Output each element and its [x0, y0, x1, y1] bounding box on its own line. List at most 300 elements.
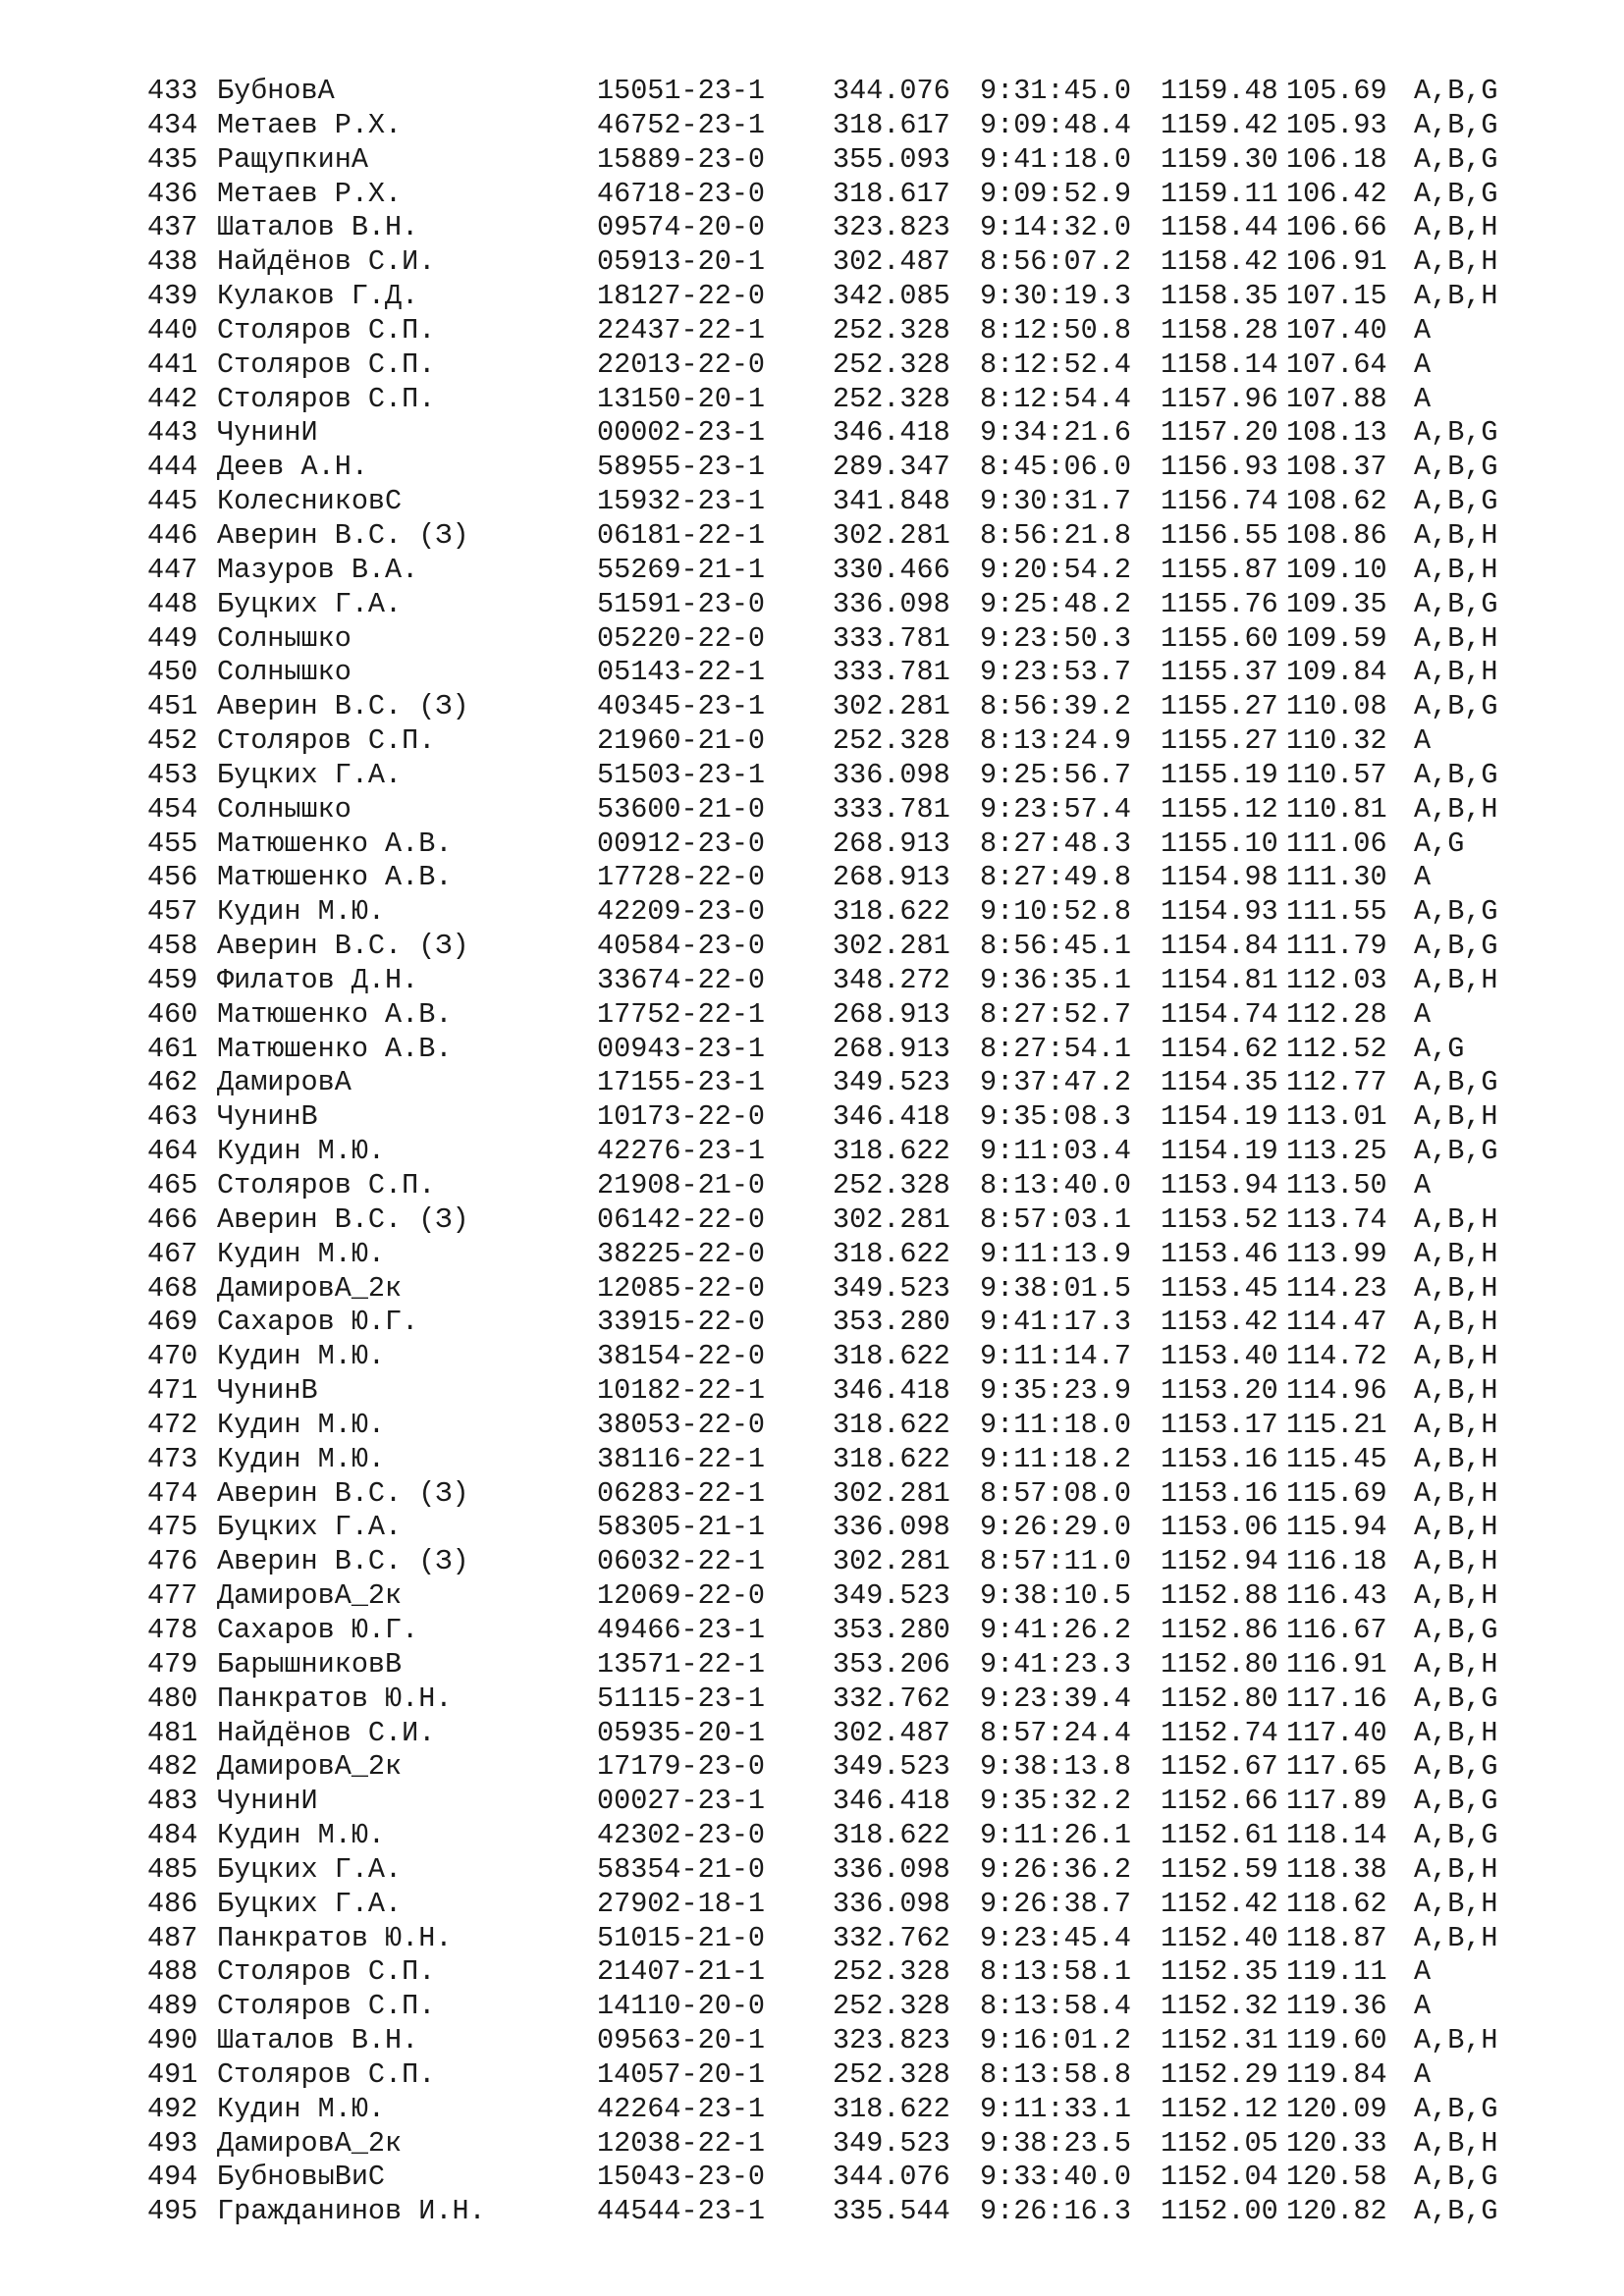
place-cell: 466 [147, 1202, 198, 1236]
table-row [147, 1477, 1561, 1512]
speed-cell: 1153.52 [1161, 1202, 1278, 1236]
owner-name-cell: ДамировА_2к [217, 1579, 403, 1613]
place-cell: 440 [147, 313, 198, 347]
owner-name-cell: РащупкинА [217, 142, 368, 176]
arrival-time-cell: 9:23:39.4 [980, 1682, 1131, 1715]
owner-name-cell: Гражданинов И.Н. [217, 2195, 486, 2228]
table-row [147, 1682, 1561, 1717]
class-cell: A,B,H [1414, 963, 1498, 996]
distance-cell: 252.328 [833, 1990, 950, 2023]
owner-name-cell: Метаев Р.Х. [217, 177, 403, 210]
table-row [147, 2058, 1561, 2093]
distance-cell: 318.622 [833, 1340, 950, 1373]
ring-number-cell: 46718-23-0 [597, 177, 766, 210]
arrival-time-cell: 8:56:21.8 [980, 518, 1131, 552]
speed-cell: 1152.59 [1161, 1852, 1278, 1886]
owner-name-cell: Солнышко [217, 621, 352, 655]
place-cell: 436 [147, 177, 198, 210]
arrival-time-cell: 8:13:24.9 [980, 724, 1131, 758]
owner-name-cell: Аверин В.С. (З) [217, 1476, 469, 1510]
class-cell: A,B,H [1414, 792, 1498, 826]
distance-cell: 323.823 [833, 211, 950, 244]
distance-cell: 302.487 [833, 1716, 950, 1749]
place-cell: 491 [147, 2057, 198, 2091]
ring-number-cell: 13571-22-1 [597, 1647, 766, 1681]
speed-cell: 1153.45 [1161, 1271, 1278, 1305]
coefficient-cell: 117.65 [1286, 1750, 1387, 1784]
distance-cell: 344.076 [833, 2161, 950, 2194]
place-cell: 493 [147, 2126, 198, 2160]
ring-number-cell: 38116-22-1 [597, 1442, 766, 1475]
coefficient-cell: 120.33 [1286, 2126, 1387, 2160]
class-cell: A,B,H [1414, 1476, 1498, 1510]
table-row [147, 519, 1561, 554]
speed-cell: 1152.12 [1161, 2092, 1278, 2125]
coefficient-cell: 110.08 [1286, 690, 1387, 723]
coefficient-cell: 108.37 [1286, 451, 1387, 484]
table-row [147, 2161, 1561, 2195]
distance-cell: 302.281 [833, 1476, 950, 1510]
speed-cell: 1158.14 [1161, 347, 1278, 381]
place-cell: 485 [147, 1852, 198, 1886]
speed-cell: 1157.96 [1161, 382, 1278, 415]
table-row [147, 1135, 1561, 1169]
coefficient-cell: 105.69 [1286, 75, 1387, 107]
place-cell: 483 [147, 1785, 198, 1818]
ring-number-cell: 42264-23-1 [597, 2092, 766, 2125]
arrival-time-cell: 9:41:23.3 [980, 1647, 1131, 1681]
coefficient-cell: 109.35 [1286, 587, 1387, 620]
arrival-time-cell: 8:12:54.4 [980, 382, 1131, 415]
ring-number-cell: 05220-22-0 [597, 621, 766, 655]
speed-cell: 1152.35 [1161, 1955, 1278, 1989]
owner-name-cell: Столяров С.П. [217, 2057, 436, 2091]
coefficient-cell: 120.09 [1286, 2092, 1387, 2125]
ring-number-cell: 05143-22-1 [597, 656, 766, 689]
arrival-time-cell: 8:27:54.1 [980, 1032, 1131, 1065]
distance-cell: 252.328 [833, 2057, 950, 2091]
place-cell: 455 [147, 827, 198, 860]
distance-cell: 252.328 [833, 724, 950, 758]
speed-cell: 1154.84 [1161, 930, 1278, 963]
distance-cell: 318.622 [833, 1135, 950, 1168]
speed-cell: 1154.19 [1161, 1100, 1278, 1134]
class-cell: A,B,H [1414, 1852, 1498, 1886]
class-cell: A,B,H [1414, 1271, 1498, 1305]
speed-cell: 1158.35 [1161, 280, 1278, 313]
owner-name-cell: БубновА [217, 75, 335, 107]
speed-cell: 1152.86 [1161, 1613, 1278, 1646]
speed-cell: 1154.81 [1161, 963, 1278, 996]
ring-number-cell: 53600-21-0 [597, 792, 766, 826]
table-row [147, 1340, 1561, 1374]
class-cell: A,B,H [1414, 656, 1498, 689]
coefficient-cell: 111.06 [1286, 827, 1387, 860]
arrival-time-cell: 9:37:47.2 [980, 1066, 1131, 1099]
owner-name-cell: ДамировА_2к [217, 2126, 403, 2160]
ring-number-cell: 10182-22-1 [597, 1374, 766, 1408]
place-cell: 486 [147, 1887, 198, 1920]
distance-cell: 344.076 [833, 75, 950, 107]
class-cell: A,B,G [1414, 485, 1498, 518]
table-row [147, 1955, 1561, 1990]
class-cell: A,B,G [1414, 1750, 1498, 1784]
coefficient-cell: 115.21 [1286, 1408, 1387, 1441]
speed-cell: 1153.16 [1161, 1476, 1278, 1510]
place-cell: 439 [147, 280, 198, 313]
owner-name-cell: Панкратов Ю.Н. [217, 1682, 453, 1715]
speed-cell: 1159.48 [1161, 75, 1278, 107]
class-cell: A,B,G [1414, 930, 1498, 963]
distance-cell: 349.523 [833, 1271, 950, 1305]
place-cell: 442 [147, 382, 198, 415]
table-row [147, 656, 1561, 690]
distance-cell: 268.913 [833, 997, 950, 1031]
place-cell: 454 [147, 792, 198, 826]
coefficient-cell: 107.15 [1286, 280, 1387, 313]
ring-number-cell: 44544-23-1 [597, 2195, 766, 2228]
owner-name-cell: Сахаров Ю.Г. [217, 1613, 419, 1646]
arrival-time-cell: 9:41:26.2 [980, 1613, 1131, 1646]
speed-cell: 1159.30 [1161, 142, 1278, 176]
place-cell: 473 [147, 1442, 198, 1475]
coefficient-cell: 106.66 [1286, 211, 1387, 244]
ring-number-cell: 58354-21-0 [597, 1852, 766, 1886]
coefficient-cell: 117.40 [1286, 1716, 1387, 1749]
class-cell: A,B,H [1414, 1545, 1498, 1578]
table-row [147, 759, 1561, 793]
owner-name-cell: Столяров С.П. [217, 313, 436, 347]
speed-cell: 1152.80 [1161, 1682, 1278, 1715]
class-cell: A,B,H [1414, 1647, 1498, 1681]
arrival-time-cell: 8:12:52.4 [980, 347, 1131, 381]
place-cell: 463 [147, 1100, 198, 1134]
place-cell: 469 [147, 1306, 198, 1339]
ring-number-cell: 06181-22-1 [597, 518, 766, 552]
owner-name-cell: Столяров С.П. [217, 347, 436, 381]
table-row [147, 1409, 1561, 1443]
table-row [147, 1888, 1561, 1922]
speed-cell: 1153.20 [1161, 1374, 1278, 1408]
ring-number-cell: 17155-23-1 [597, 1066, 766, 1099]
ring-number-cell: 49466-23-1 [597, 1613, 766, 1646]
distance-cell: 318.622 [833, 1442, 950, 1475]
place-cell: 489 [147, 1990, 198, 2023]
class-cell: A,B,H [1414, 553, 1498, 586]
class-cell: A,B,G [1414, 142, 1498, 176]
arrival-time-cell: 9:41:18.0 [980, 142, 1131, 176]
place-cell: 458 [147, 930, 198, 963]
place-cell: 456 [147, 861, 198, 894]
arrival-time-cell: 9:11:13.9 [980, 1237, 1131, 1270]
owner-name-cell: ДамировА [217, 1066, 352, 1099]
class-cell: A,B,G [1414, 1785, 1498, 1818]
owner-name-cell: Матюшенко А.В. [217, 1032, 453, 1065]
speed-cell: 1152.05 [1161, 2126, 1278, 2160]
speed-cell: 1153.46 [1161, 1237, 1278, 1270]
class-cell: A,B,H [1414, 2024, 1498, 2057]
arrival-time-cell: 9:34:21.6 [980, 416, 1131, 450]
owner-name-cell: Столяров С.П. [217, 1169, 436, 1201]
class-cell: A,B,G [1414, 108, 1498, 141]
distance-cell: 355.093 [833, 142, 950, 176]
table-row [147, 211, 1561, 245]
ring-number-cell: 17728-22-0 [597, 861, 766, 894]
distance-cell: 302.281 [833, 1202, 950, 1236]
class-cell: A,B,G [1414, 451, 1498, 484]
arrival-time-cell: 9:11:26.1 [980, 1819, 1131, 1852]
speed-cell: 1152.00 [1161, 2195, 1278, 2228]
distance-cell: 332.762 [833, 1921, 950, 1954]
table-row [147, 2093, 1561, 2127]
place-cell: 443 [147, 416, 198, 450]
arrival-time-cell: 9:11:18.0 [980, 1408, 1131, 1441]
table-row [147, 1443, 1561, 1477]
ring-number-cell: 42209-23-0 [597, 895, 766, 929]
ring-number-cell: 17752-22-1 [597, 997, 766, 1031]
distance-cell: 252.328 [833, 313, 950, 347]
distance-cell: 302.281 [833, 690, 950, 723]
distance-cell: 252.328 [833, 1955, 950, 1989]
speed-cell: 1158.42 [1161, 245, 1278, 279]
ring-number-cell: 38225-22-0 [597, 1237, 766, 1270]
speed-cell: 1152.42 [1161, 1887, 1278, 1920]
class-cell: A,B,H [1414, 1921, 1498, 1954]
coefficient-cell: 111.79 [1286, 930, 1387, 963]
distance-cell: 323.823 [833, 2024, 950, 2057]
ring-number-cell: 06283-22-1 [597, 1476, 766, 1510]
arrival-time-cell: 9:10:52.8 [980, 895, 1131, 929]
table-row [147, 793, 1561, 828]
ring-number-cell: 38154-22-0 [597, 1340, 766, 1373]
table-row [147, 178, 1561, 212]
distance-cell: 336.098 [833, 587, 950, 620]
coefficient-cell: 118.38 [1286, 1852, 1387, 1886]
distance-cell: 348.272 [833, 963, 950, 996]
arrival-time-cell: 9:14:32.0 [980, 211, 1131, 244]
coefficient-cell: 107.40 [1286, 313, 1387, 347]
distance-cell: 333.781 [833, 792, 950, 826]
class-cell: A,B,H [1414, 1202, 1498, 1236]
table-row [147, 1853, 1561, 1888]
place-cell: 464 [147, 1135, 198, 1168]
arrival-time-cell: 9:33:40.0 [980, 2161, 1131, 2194]
coefficient-cell: 116.18 [1286, 1545, 1387, 1578]
ring-number-cell: 21908-21-0 [597, 1169, 766, 1201]
class-cell: A [1414, 724, 1432, 758]
ring-number-cell: 21407-21-1 [597, 1955, 766, 1989]
owner-name-cell: БарышниковВ [217, 1647, 403, 1681]
ring-number-cell: 15043-23-0 [597, 2161, 766, 2194]
distance-cell: 349.523 [833, 1750, 950, 1784]
coefficient-cell: 117.89 [1286, 1785, 1387, 1818]
distance-cell: 318.617 [833, 177, 950, 210]
place-cell: 446 [147, 518, 198, 552]
table-row [147, 1066, 1561, 1100]
place-cell: 451 [147, 690, 198, 723]
class-cell: A,B,G [1414, 1819, 1498, 1852]
owner-name-cell: ЧунинИ [217, 1785, 318, 1818]
class-cell: A,B,H [1414, 1716, 1498, 1749]
place-cell: 437 [147, 211, 198, 244]
arrival-time-cell: 8:13:58.8 [980, 2057, 1131, 2091]
table-row [147, 2127, 1561, 2162]
distance-cell: 346.418 [833, 1100, 950, 1134]
place-cell: 474 [147, 1476, 198, 1510]
speed-cell: 1153.42 [1161, 1306, 1278, 1339]
arrival-time-cell: 8:27:52.7 [980, 997, 1131, 1031]
table-row [147, 109, 1561, 143]
arrival-time-cell: 9:30:19.3 [980, 280, 1131, 313]
owner-name-cell: Буцких Г.А. [217, 758, 403, 791]
coefficient-cell: 109.10 [1286, 553, 1387, 586]
class-cell: A,B,H [1414, 1442, 1498, 1475]
arrival-time-cell: 8:57:08.0 [980, 1476, 1131, 1510]
distance-cell: 318.622 [833, 2092, 950, 2125]
owner-name-cell: Кудин М.Ю. [217, 895, 386, 929]
place-cell: 460 [147, 997, 198, 1031]
arrival-time-cell: 9:09:48.4 [980, 108, 1131, 141]
owner-name-cell: Кудин М.Ю. [217, 1408, 386, 1441]
coefficient-cell: 106.91 [1286, 245, 1387, 279]
distance-cell: 318.622 [833, 1408, 950, 1441]
distance-cell: 349.523 [833, 2126, 950, 2160]
arrival-time-cell: 8:27:48.3 [980, 827, 1131, 860]
speed-cell: 1155.87 [1161, 553, 1278, 586]
class-cell: A,B,H [1414, 2126, 1498, 2160]
speed-cell: 1152.32 [1161, 1990, 1278, 2023]
arrival-time-cell: 9:35:08.3 [980, 1100, 1131, 1134]
table-row [147, 75, 1561, 109]
distance-cell: 332.762 [833, 1682, 950, 1715]
speed-cell: 1158.28 [1161, 313, 1278, 347]
coefficient-cell: 115.69 [1286, 1476, 1387, 1510]
distance-cell: 349.523 [833, 1066, 950, 1099]
place-cell: 484 [147, 1819, 198, 1852]
place-cell: 487 [147, 1921, 198, 1954]
coefficient-cell: 106.18 [1286, 142, 1387, 176]
ring-number-cell: 06032-22-1 [597, 1545, 766, 1578]
ring-number-cell: 05913-20-1 [597, 245, 766, 279]
table-row [147, 314, 1561, 348]
speed-cell: 1157.20 [1161, 416, 1278, 450]
distance-cell: 342.085 [833, 280, 950, 313]
coefficient-cell: 105.93 [1286, 108, 1387, 141]
coefficient-cell: 116.43 [1286, 1579, 1387, 1613]
owner-name-cell: Столяров С.П. [217, 382, 436, 415]
table-row [147, 964, 1561, 998]
place-cell: 479 [147, 1647, 198, 1681]
owner-name-cell: Филатов Д.Н. [217, 963, 419, 996]
class-cell: A,G [1414, 1032, 1465, 1065]
owner-name-cell: Буцких Г.А. [217, 1852, 403, 1886]
ring-number-cell: 12038-22-1 [597, 2126, 766, 2160]
arrival-time-cell: 8:27:49.8 [980, 861, 1131, 894]
table-row [147, 828, 1561, 862]
distance-cell: 336.098 [833, 1887, 950, 1920]
table-row [147, 1750, 1561, 1785]
ring-number-cell: 58955-23-1 [597, 451, 766, 484]
owner-name-cell: ДамировА_2к [217, 1271, 403, 1305]
table-row [147, 1717, 1561, 1751]
place-cell: 495 [147, 2195, 198, 2228]
place-cell: 449 [147, 621, 198, 655]
class-cell: A,B,H [1414, 211, 1498, 244]
table-row [147, 998, 1561, 1033]
owner-name-cell: Матюшенко А.В. [217, 827, 453, 860]
table-row [147, 2024, 1561, 2058]
class-cell: A,B,G [1414, 1613, 1498, 1646]
place-cell: 445 [147, 485, 198, 518]
class-cell: A,B,G [1414, 1066, 1498, 1099]
ring-number-cell: 51015-21-0 [597, 1921, 766, 1954]
table-row [147, 348, 1561, 383]
arrival-time-cell: 8:12:50.8 [980, 313, 1131, 347]
class-cell: A,B,G [1414, 2195, 1498, 2228]
distance-cell: 349.523 [833, 1579, 950, 1613]
speed-cell: 1155.12 [1161, 792, 1278, 826]
class-cell: A,B,H [1414, 1340, 1498, 1373]
distance-cell: 289.347 [833, 451, 950, 484]
place-cell: 433 [147, 75, 198, 107]
ring-number-cell: 51591-23-0 [597, 587, 766, 620]
results-list [147, 75, 1561, 2229]
arrival-time-cell: 9:38:13.8 [980, 1750, 1131, 1784]
place-cell: 448 [147, 587, 198, 620]
speed-cell: 1154.93 [1161, 895, 1278, 929]
place-cell: 435 [147, 142, 198, 176]
table-row [147, 1785, 1561, 1819]
speed-cell: 1153.17 [1161, 1408, 1278, 1441]
place-cell: 447 [147, 553, 198, 586]
ring-number-cell: 12069-22-0 [597, 1579, 766, 1613]
distance-cell: 302.281 [833, 518, 950, 552]
speed-cell: 1155.37 [1161, 656, 1278, 689]
owner-name-cell: Аверин В.С. (З) [217, 518, 469, 552]
arrival-time-cell: 9:38:10.5 [980, 1579, 1131, 1613]
distance-cell: 336.098 [833, 758, 950, 791]
ring-number-cell: 09563-20-1 [597, 2024, 766, 2057]
arrival-time-cell: 9:26:16.3 [980, 2195, 1131, 2228]
distance-cell: 333.781 [833, 621, 950, 655]
class-cell: A,B,H [1414, 1579, 1498, 1613]
class-cell: A [1414, 861, 1432, 894]
speed-cell: 1152.66 [1161, 1785, 1278, 1818]
ring-number-cell: 06142-22-0 [597, 1202, 766, 1236]
coefficient-cell: 110.81 [1286, 792, 1387, 826]
coefficient-cell: 112.52 [1286, 1032, 1387, 1065]
distance-cell: 252.328 [833, 1169, 950, 1201]
ring-number-cell: 51503-23-1 [597, 758, 766, 791]
coefficient-cell: 107.64 [1286, 347, 1387, 381]
table-row [147, 588, 1561, 622]
speed-cell: 1154.19 [1161, 1135, 1278, 1168]
ring-number-cell: 00912-23-0 [597, 827, 766, 860]
table-row [147, 451, 1561, 485]
table-row [147, 554, 1561, 588]
arrival-time-cell: 8:56:39.2 [980, 690, 1131, 723]
arrival-time-cell: 9:23:45.4 [980, 1921, 1131, 1954]
arrival-time-cell: 8:56:07.2 [980, 245, 1131, 279]
arrival-time-cell: 9:16:01.2 [980, 2024, 1131, 2057]
class-cell: A [1414, 382, 1432, 415]
class-cell: A,B,H [1414, 280, 1498, 313]
coefficient-cell: 108.86 [1286, 518, 1387, 552]
owner-name-cell: Кудин М.Ю. [217, 1237, 386, 1270]
distance-cell: 302.281 [833, 1545, 950, 1578]
class-cell: A,B,H [1414, 1408, 1498, 1441]
class-cell: A,B,H [1414, 518, 1498, 552]
